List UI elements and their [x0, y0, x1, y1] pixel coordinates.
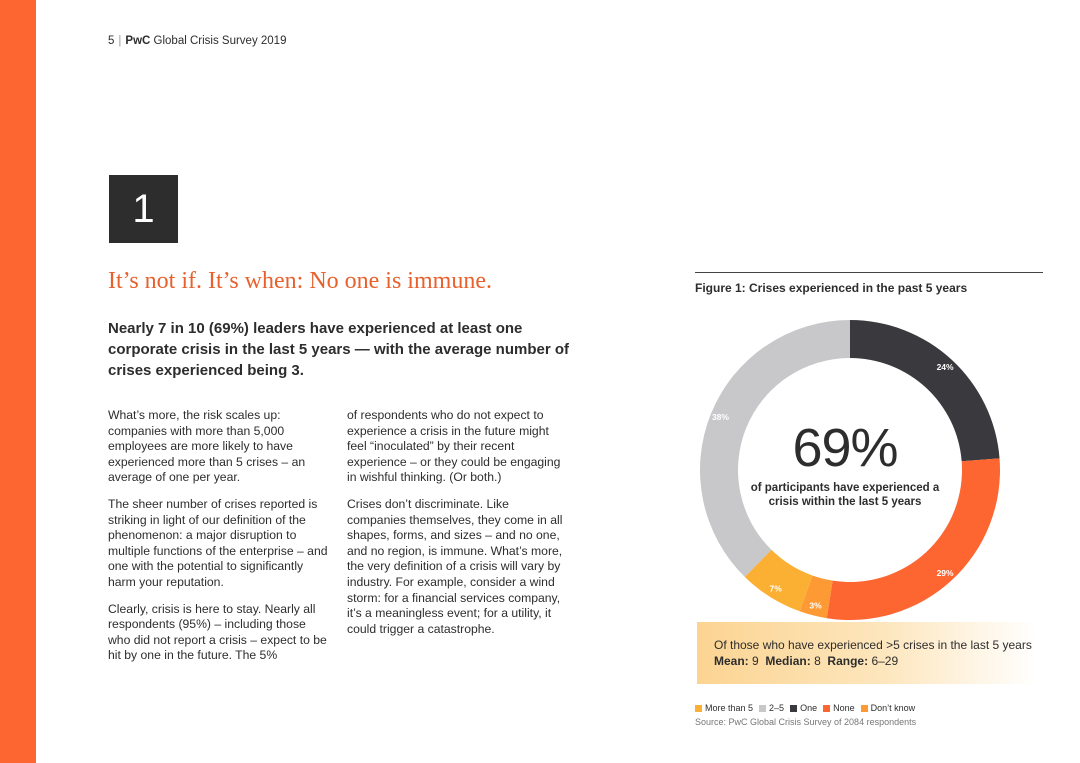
figure-title: Figure 1: Crises experienced in the past 5 years	[695, 281, 968, 295]
lead-paragraph: Nearly 7 in 10 (69%) leaders have experienced at least one corporate crisis in the last 5 years — with the average number of crises experienced being 3.	[108, 320, 569, 379]
donut-label: 24%	[936, 362, 954, 373]
legend-item	[790, 703, 817, 713]
center-caption: of participants have experienced a crisis within the last 5 years	[750, 482, 940, 508]
legend-swatch	[759, 705, 766, 712]
legend-label: Don’t know	[870, 703, 916, 713]
body-paragraph: Crises don’t discriminate. Like companies themselves, they come in all shapes, forms, and sizes – and no one, and no region, is immune. What’s more, the very definition of a crisis will vary by industry. For example, consider a wind storm: for a financial services company, it’s a meaningless event; for a utility, it could trigger a catastrophe.	[347, 496, 563, 636]
body-column-1	[108, 408, 330, 675]
orange-side-bar	[0, 0, 36, 763]
legend-label: One	[800, 703, 818, 713]
legend-item	[861, 703, 916, 713]
section-number-box	[109, 175, 178, 243]
chart-legend	[695, 703, 915, 713]
donut-label: 38%	[711, 411, 729, 422]
legend-item	[759, 703, 784, 713]
stats-callout	[714, 637, 1032, 669]
median-value: 8	[814, 654, 821, 668]
legend-swatch	[861, 705, 868, 712]
range-label: Range:	[827, 654, 869, 668]
body-column-2	[347, 408, 569, 648]
body-paragraph: The sheer number of crises reported is striking in light of our definition of the phenomenon: a major disruption to multiple functions of the enterprise – and one with the potential to significantly harm your reputation.	[108, 496, 328, 589]
page-number: 5	[108, 35, 115, 47]
donut-label: 7%	[769, 583, 782, 594]
range-value: 6–29	[871, 654, 899, 668]
legend-swatch	[695, 705, 702, 712]
body-paragraph: What’s more, the risk scales up: companies with more than 5,000 employees are more likely to have experienced more than 5 crises – an average of one per year.	[108, 408, 306, 485]
brand-name: PwC	[125, 35, 151, 47]
section-title: It’s not if. It’s when: No one is immune.	[108, 268, 492, 294]
donut-label: 3%	[809, 600, 822, 611]
page-header	[108, 35, 286, 47]
median-label: Median:	[765, 654, 811, 668]
legend-swatch	[823, 705, 830, 712]
legend-item	[695, 703, 753, 713]
mean-value: 9	[752, 654, 759, 668]
callout-heading: Of those who have experienced >5 crises in the last 5 years	[714, 638, 1032, 652]
header-separator: |	[118, 35, 122, 47]
mean-label: Mean:	[714, 654, 749, 668]
figure-rule	[695, 272, 1043, 273]
legend-item	[823, 703, 855, 713]
legend-label: None	[833, 703, 855, 713]
figure-source: Source: PwC Global Crisis Survey of 2084 respondents	[695, 717, 917, 727]
body-paragraph: of respondents who do not expect to experience a crisis in the future might feel “inoculated” by their recent experience – or they could be engaging in wishful thinking. (Or both.)	[347, 408, 561, 485]
callout-stats	[714, 653, 1032, 669]
donut-label: 29%	[936, 567, 954, 578]
legend-label: 2–5	[769, 703, 785, 713]
center-percentage: 69%	[792, 418, 898, 478]
publication-title: Global Crisis Survey 2019	[153, 35, 287, 47]
legend-label: More than 5	[705, 703, 754, 713]
body-paragraph: Clearly, crisis is here to stay. Nearly all respondents (95%) – including those who did not report a crisis – expect to be hit by one in the future. The 5%	[108, 601, 327, 663]
section-number: 1	[132, 186, 155, 231]
legend-swatch	[790, 705, 797, 712]
